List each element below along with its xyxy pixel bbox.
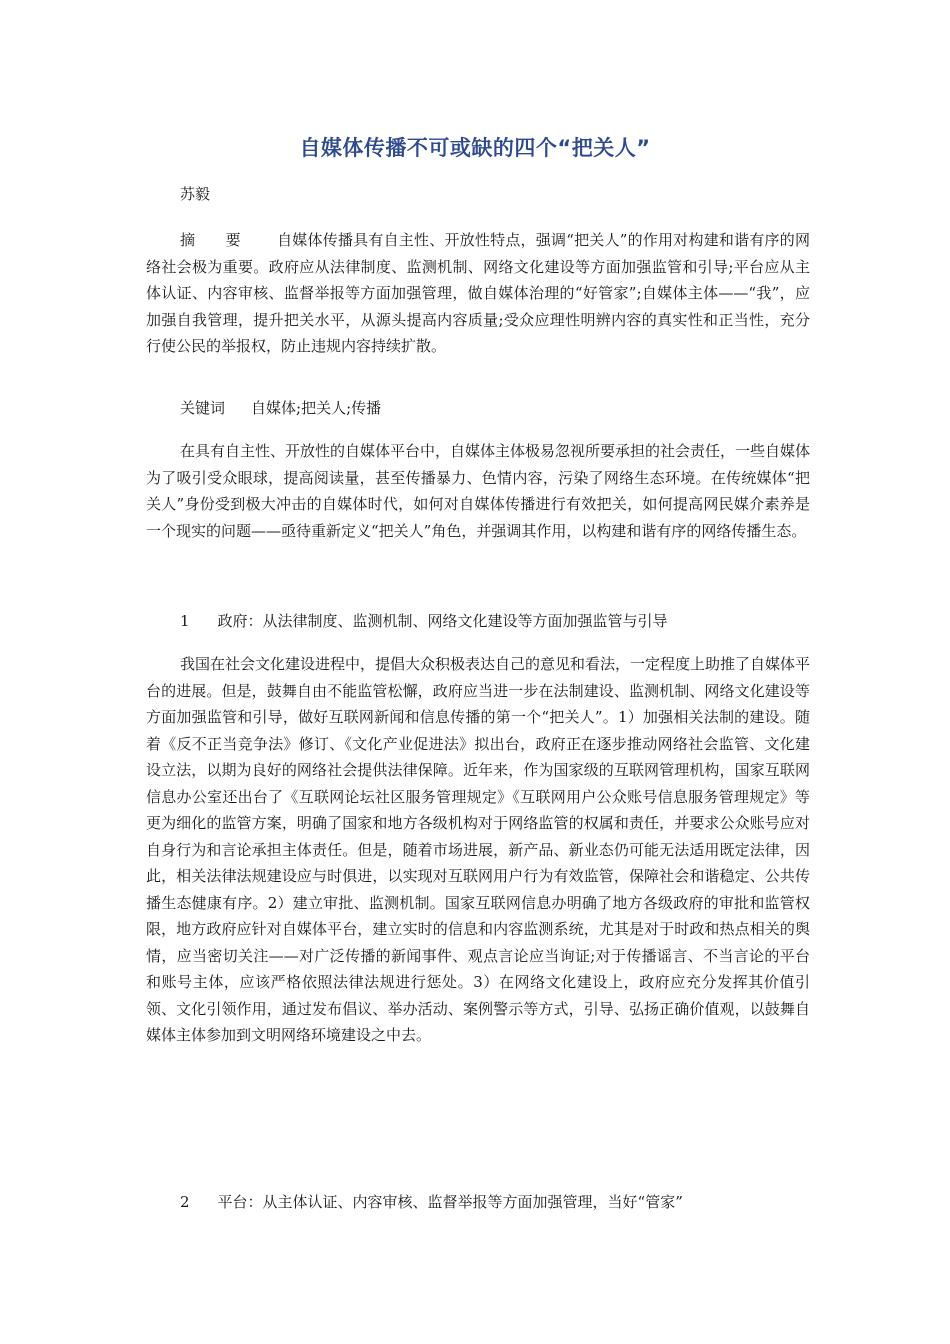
section-heading-1 [180,610,668,631]
abstract-text: 自媒体传播具有自主性、开放性特点，强调“把关人”的作用对构建和谐有序的网络社会极为重要。政府应从法律制度、监测机制、网络文化建设等方面加强监管和引导;平台应从主体认证、内容审核、监督举报等方面加强管理，做自媒体治理的“好管家”;自媒体主体——“我”，应加强自我管理，提升把关水平，从源头提高内容质量;受众应理性明辨内容的真实性和正当性，充分行使公民的举报权，防止违规内容持续扩散。 [146,231,810,355]
abstract-label: 摘 要 [180,231,241,249]
section-number: 2 [180,1193,190,1211]
section-heading-2 [180,1191,683,1212]
intro-paragraph: 在具有自主性、开放性的自媒体平台中，自媒体主体极易忽视所要承担的社会责任，一些自媒体为了吸引受众眼球，提高阅读量，甚至传播暴力、色情内容，污染了网络生态环境。在传统媒体“把关人”身份受到极大冲击的自媒体时代，如何对自媒体传播进行有效把关，如何提高网民媒介素养是一个现实的问题——亟待重新定义“把关人”角色，并强调其作用，以构建和谐有序的网络传播生态。 [146,442,811,540]
section-heading-text: 平台：从主体认证、内容审核、监督举报等方面加强管理，当好“管家” [217,1193,683,1211]
article-author: 苏毅 [180,185,211,203]
section-number: 1 [180,612,190,630]
keywords-text: 自媒体;把关人;传播 [251,399,382,417]
abstract-paragraph [146,227,810,360]
section-heading-text: 政府：从法律制度、监测机制、网络文化建设等方面加强监管与引导 [217,612,668,630]
keywords-label: 关键词 [180,399,226,417]
keywords-line [180,397,381,418]
section-1-paragraph: 我国在社会文化建设进程中，提倡大众积极表达自己的意见和看法，一定程度上助推了自媒体平台的进展。但是，鼓舞自由不能监管松懈，政府应当进一步在法制建设、监测机制、网络文化建设等方面加强监管和引导，做好互联网新闻和信息传播的第一个“把关人”。1）加强相关法制的建设。随着《反不正当竞争法》修订、《文化产业促进法》拟出台，政府正在逐步推动网络社会监管、文化建设立法，以期为良好的网络社会提供法律保障。近年来，作为国家级的互联网管理机构，国家互联网信息办公室还出台了《互联网论坛社区服务管理规定》《互联网用户公众账号信息服务管理规定》等更为细化的监管方案，明确了国家和地方各级机构对于网络监管的权属和责任，并要求公众账号应对自身行为和言论承担主体责任。但是，随着市场进展，新产品、新业态仍可能无法适用既定法律，因此，相关法律法规建设应与时俱进，以实现对互联网用户行为有效监管，保障社会和谐稳定、公共传播生态健康有序。2）建立审批、监测机制。国家互联网信息办明确了地方各级政府的审批和监管权限，地方政府应针对自媒体平台，建立实时的信息和内容监测系统，尤其是对于时政和热点相关的舆情，应当密切关注——对广泛传播的新闻事件、观点言论应当询证;对于传播谣言、不当言论的平台和账号主体，应该严格依照法律法规进行惩处。3）在网络文化建设上，政府应充分发挥其价值引领、文化引领作用，通过发布倡议、举办活动、案例警示等方式，引导、弘扬正确价值观，以鼓舞自媒体主体参加到文明网络环境建设之中去。 [146,655,811,1044]
article-title: 自媒体传播不可或缺的四个“把关人” [299,136,651,160]
